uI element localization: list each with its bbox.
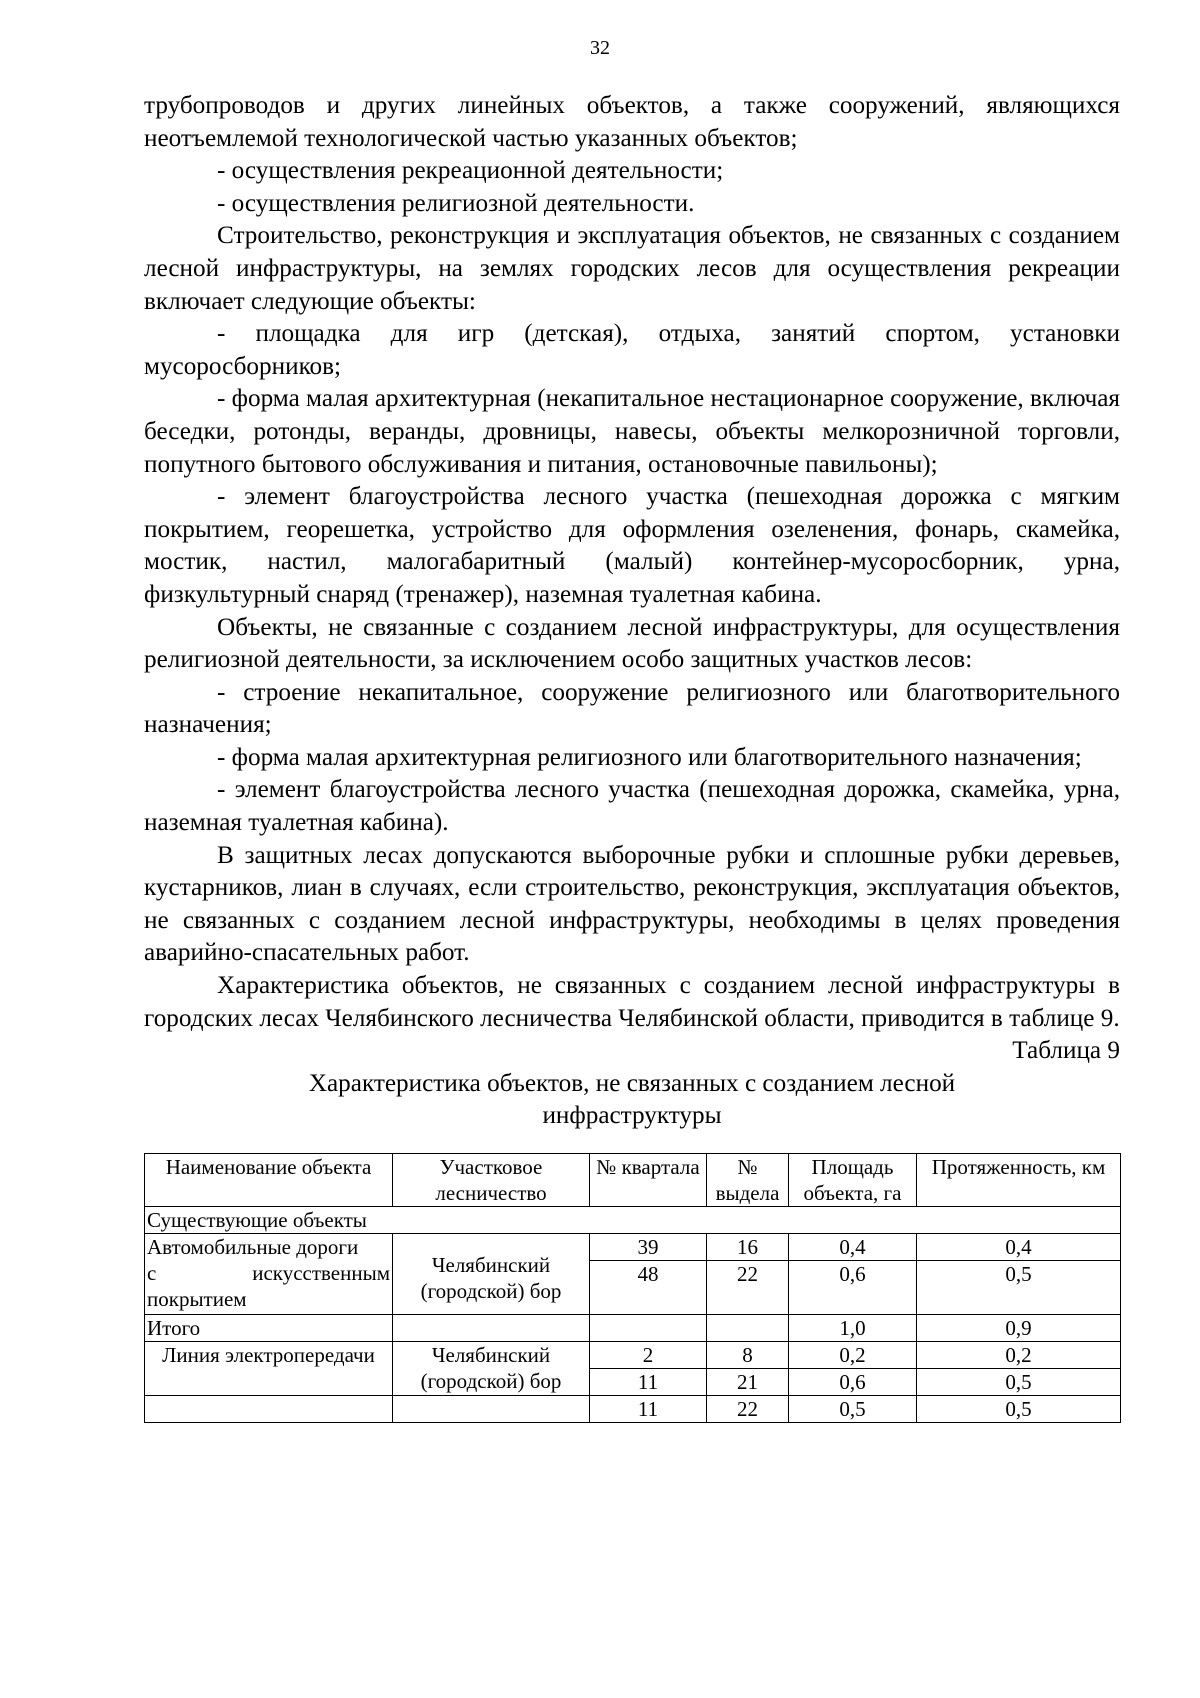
document-body	[144, 90, 1120, 1423]
power-forestry: Челябинский (городской) бор	[393, 1342, 590, 1396]
empty-cell	[707, 1315, 789, 1342]
cell-quarter: 39	[590, 1234, 707, 1261]
list-item: - форма малая архитектурная (некапитальное нестационарное сооружение, включая беседки, ротонды, веранды, дровницы, навесы, объекты мелкорозничной торговли, попутного бытового обслуживания и питания, остановочные павильоны);	[144, 385, 1121, 478]
cell-length: 0,4	[917, 1234, 1121, 1261]
table-row	[145, 1234, 1121, 1261]
power-name: Линия электропередачи	[145, 1342, 393, 1396]
cell-quarter: 11	[590, 1369, 707, 1396]
header-forestry: Участковое лесничество	[393, 1154, 590, 1207]
total-area: 1,0	[789, 1315, 917, 1342]
cell-quarter: 11	[590, 1396, 707, 1423]
roads-name-line2: с искусственным	[147, 1261, 390, 1285]
paragraph: В защитных лесах допускаются выборочные рубки и сплошные рубки деревьев, кустарников, лиан в случаях, если строительство, реконструкция, эксплуатация объектов, не связанных с созданием лесной инфраструктуры, необходимы в целях проведения аварийно-спасательных работ.	[144, 841, 1120, 967]
paragraph: трубопроводов и других линейных объектов, а также сооружений, являющихся неотъемлемой технологической частью указанных объектов;	[144, 92, 1120, 152]
list-item: - элемент благоустройства лесного участка (пешеходная дорожка с мягким покрытием, георешетка, устройство для оформления озеленения, фонарь, скамейка, мостик, настил, малогабаритный (малый) контейнер-мусоросборник, урна, физкультурный снаряд (тренажер), наземная туалетная кабина.	[144, 483, 1120, 608]
cell-area: 0,6	[789, 1369, 917, 1396]
cell-length: 0,5	[917, 1369, 1121, 1396]
page-number: 32	[590, 37, 610, 59]
cell-area: 0,2	[789, 1342, 917, 1369]
empty-cell	[145, 1396, 393, 1423]
table-section-row	[145, 1207, 1121, 1234]
cell-area: 0,4	[789, 1234, 917, 1261]
cell-allotment: 22	[707, 1396, 789, 1423]
cell-allotment: 21	[707, 1369, 789, 1396]
cell-quarter: 2	[590, 1342, 707, 1369]
cell-area: 0,6	[789, 1261, 917, 1315]
header-allotment: № выдела	[707, 1154, 789, 1207]
header-quarter: № квартала	[590, 1154, 707, 1207]
cell-quarter: 48	[590, 1261, 707, 1315]
empty-cell	[393, 1315, 590, 1342]
header-length: Протяженность, км	[917, 1154, 1121, 1207]
list-item: - осуществления религиозной деятельности.	[217, 189, 695, 217]
roads-name-line3: покрытием	[147, 1287, 247, 1311]
cell-length: 0,5	[917, 1396, 1121, 1423]
table-container	[144, 1153, 1120, 1423]
cell-length: 0,2	[917, 1342, 1121, 1369]
list-item: - осуществления рекреационной деятельности;	[217, 157, 724, 185]
empty-cell	[590, 1315, 707, 1342]
section-existing: Существующие объекты	[145, 1207, 1121, 1234]
list-item: - элемент благоустройства лесного участка (пешеходная дорожка, скамейка, урна, наземная туалетная кабина).	[144, 776, 1120, 837]
table-row	[145, 1396, 1121, 1423]
cell-allotment: 22	[707, 1261, 789, 1315]
cell-area: 0,5	[789, 1396, 917, 1423]
header-area: Площадь объекта, га	[789, 1154, 917, 1207]
paragraph: Характеристика объектов, не связанных с созданием лесной инфраструктуры в городских лесах Челябинского лесничества Челябинской области, приводится в таблице 9.	[144, 972, 1120, 1032]
list-item: - форма малая архитектурная религиозного или благотворительного назначения;	[217, 743, 1082, 771]
table-title-line1: Характеристика объектов, не связанных с созданием лесной	[308, 1069, 956, 1097]
empty-cell	[393, 1396, 590, 1423]
list-item: - строение некапитальное, сооружение религиозного или благотворительного назначения;	[144, 678, 1120, 739]
table-total-row	[145, 1315, 1121, 1342]
header-name: Наименование объекта	[145, 1154, 393, 1207]
total-label: Итого	[145, 1315, 393, 1342]
list-item: - площадка для игр (детская), отдыха, занятий спортом, установки мусоросборников;	[144, 320, 1120, 380]
table-label: Таблица 9	[1012, 1037, 1120, 1065]
paragraph: Объекты, не связанные с созданием лесной инфраструктуры, для осуществления религиозной деятельности, за исключением особо защитных участков лесов:	[144, 613, 1120, 674]
table-row	[145, 1342, 1121, 1369]
objects-table	[144, 1153, 1121, 1423]
roads-name-line1: Автомобильные дороги	[147, 1235, 359, 1259]
table-title-line2: инфраструктуры	[542, 1102, 722, 1130]
roads-forestry: Челябинский (городской) бор	[393, 1234, 590, 1315]
paragraph: Строительство, реконструкция и эксплуатация объектов, не связанных с созданием лесной инфраструктуры, на землях городских лесов для осуществления рекреации включает следующие объекты:	[144, 222, 1120, 315]
table-header-row	[145, 1154, 1121, 1207]
cell-allotment: 8	[707, 1342, 789, 1369]
roads-name-cell	[145, 1234, 393, 1315]
cell-allotment: 16	[707, 1234, 789, 1261]
total-length: 0,9	[917, 1315, 1121, 1342]
cell-length: 0,5	[917, 1261, 1121, 1315]
